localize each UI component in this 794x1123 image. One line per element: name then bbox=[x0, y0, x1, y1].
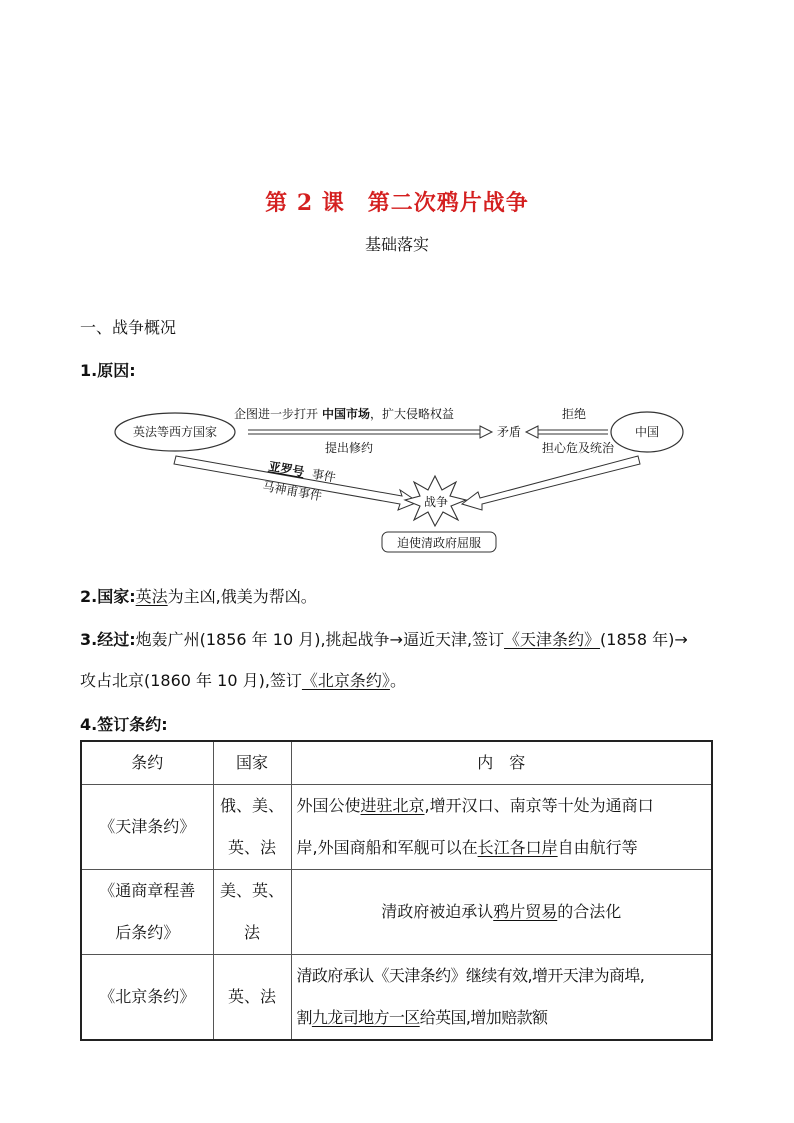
treaty-content bbox=[291, 785, 712, 870]
arrow-incident-label: 亚罗号 事件 bbox=[267, 459, 337, 485]
table-header-row bbox=[81, 741, 712, 785]
process-label: 3.经过: bbox=[80, 630, 136, 649]
country-line: 俄、美、 bbox=[219, 796, 284, 815]
page-subtitle: 基础落实 bbox=[364, 235, 429, 254]
treaty-name bbox=[81, 870, 213, 955]
refuse-label: 拒绝 bbox=[562, 407, 587, 421]
content-key: 鸦片贸易 bbox=[493, 902, 558, 921]
country-line: 英、法 bbox=[227, 838, 276, 857]
cause-diagram bbox=[110, 398, 700, 558]
tianjin-treaty: 《天津条约》 bbox=[504, 630, 601, 649]
result-label: 迫使清政府屈服 bbox=[396, 536, 482, 550]
country-line: 英、法 bbox=[227, 987, 276, 1006]
table-row bbox=[81, 785, 712, 870]
content-text: 割 bbox=[296, 1008, 312, 1027]
content-line bbox=[297, 997, 708, 1039]
process-line-1 bbox=[80, 627, 688, 650]
process-text-2b: 。 bbox=[389, 671, 406, 690]
page-title: 第 2 课 第二次鸦片战争 bbox=[265, 190, 529, 216]
content-text: 外国公使 bbox=[296, 796, 361, 815]
treaty-table bbox=[80, 740, 713, 1041]
table-row bbox=[81, 870, 712, 955]
process-line-2 bbox=[80, 668, 406, 691]
helper-aggressors: 俄美 bbox=[220, 587, 253, 606]
treaty-content bbox=[291, 870, 712, 955]
content-line bbox=[297, 827, 708, 869]
mashenfu-label: 马神甫事件 bbox=[261, 479, 324, 504]
header-treaty: 条约 bbox=[81, 741, 213, 785]
war-label: 战争 bbox=[423, 495, 449, 509]
treaty-name: 《北京条约》 bbox=[81, 955, 213, 1041]
treaty-countries bbox=[213, 955, 291, 1041]
countries-text1: 为主凶, bbox=[167, 587, 221, 606]
arrow-to-conflict bbox=[248, 426, 492, 438]
content-text: ,增开汉口、南京等十处为通商口 bbox=[424, 796, 654, 815]
revise-label: 提出修约 bbox=[325, 441, 374, 455]
china-label: 中国 bbox=[634, 425, 660, 439]
section-heading: 一、战争概况 bbox=[80, 318, 177, 337]
content-text: 给英国,增加赔款额 bbox=[419, 1008, 548, 1027]
country-line: 美、英、 bbox=[219, 881, 284, 900]
content-line bbox=[297, 785, 708, 827]
west-label: 英法等西方国家 bbox=[132, 425, 218, 439]
process-text-1b: (1858 年)→ bbox=[600, 630, 688, 649]
content-text: 的合法化 bbox=[557, 902, 622, 921]
table-row bbox=[81, 955, 712, 1041]
content-key: 进驻北京 bbox=[360, 796, 425, 815]
content-text: 岸,外国商船和军舰可以在 bbox=[296, 838, 478, 857]
header-content: 内 容 bbox=[291, 741, 712, 785]
header-country: 国家 bbox=[213, 741, 291, 785]
content-text: 清政府被迫承认 bbox=[381, 902, 494, 921]
process-text-2a: 攻占北京(1860 年 10 月),签订 bbox=[80, 671, 302, 690]
cause-heading: 1.原因: bbox=[80, 361, 136, 380]
worry-label: 担心危及统治 bbox=[542, 441, 615, 455]
countries-text2: 为帮凶。 bbox=[252, 587, 317, 606]
intent-text: 企图进一步打开 中国市场，扩大侵略权益 bbox=[234, 407, 455, 421]
content-line: 清政府承认《天津条约》继续有效,增开天津为商埠, bbox=[296, 966, 645, 985]
countries-line bbox=[80, 584, 317, 607]
conflict-label: 矛盾 bbox=[497, 425, 522, 439]
treaty-name: 《天津条约》 bbox=[81, 785, 213, 870]
treaty-countries bbox=[213, 870, 291, 955]
main-aggressors: 英法 bbox=[135, 587, 168, 606]
content-text: 自由航行等 bbox=[557, 838, 638, 857]
beijing-treaty: 《北京条约》 bbox=[301, 671, 390, 690]
content-key: 九龙司地方一区 bbox=[311, 1008, 420, 1027]
treaty-countries bbox=[213, 785, 291, 870]
countries-label: 2.国家: bbox=[80, 587, 136, 606]
treaty-content bbox=[291, 955, 712, 1041]
name-line: 《通商章程善 bbox=[99, 881, 196, 900]
treaties-heading: 4.签订条约: bbox=[80, 715, 168, 734]
arrow-from-china bbox=[526, 426, 608, 438]
country-line: 法 bbox=[243, 923, 260, 942]
process-text-1a: 炮轰广州(1856 年 10 月),挑起战争→逼近天津,签订 bbox=[135, 630, 505, 649]
content-key: 长江各口岸 bbox=[477, 838, 558, 857]
arrow-china-to-war bbox=[462, 456, 640, 510]
name-line: 后条约》 bbox=[115, 923, 180, 942]
